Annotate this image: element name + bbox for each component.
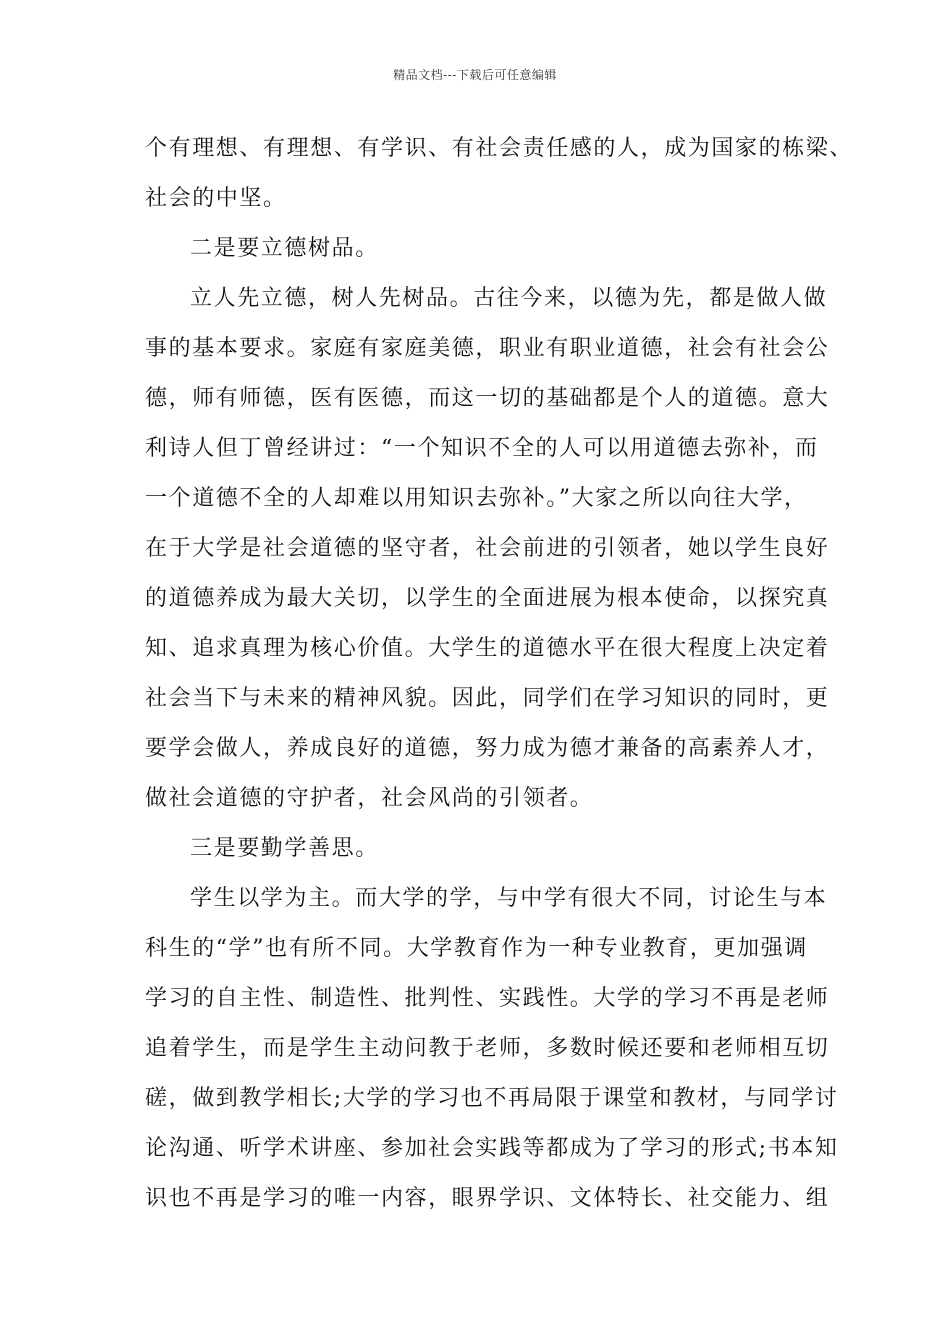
text-line: 识也不再是学习的唯一内容，眼界学识、文体特长、社交能力、组 <box>145 1186 830 1211</box>
paragraph <box>145 124 854 224</box>
text-line: 立人先立德，树人先树品。古往今来，以德为先，都是做人做 <box>190 286 828 311</box>
text-line: 要学会做人，养成良好的道德，努力成为德才兼备的高素养人才， <box>145 736 830 761</box>
paragraph <box>145 274 830 824</box>
document-body <box>145 124 854 1224</box>
text-line: 事的基本要求。家庭有家庭美德，职业有职业道德，社会有社会公 <box>145 336 830 361</box>
text-line: 的道德养成为最大关切，以学生的全面进展为根本使命，以探究真 <box>145 586 830 611</box>
text-line: 磋，做到教学相长;大学的学习也不再局限于课堂和教材，与同学讨 <box>145 1086 839 1111</box>
text-line: 科生的“学”也有所不同。大学教育作为一种专业教育，更加强调 <box>145 936 808 961</box>
text-line: 利诗人但丁曾经讲过：“一个知识不全的人可以用道德去弥补，而 <box>145 436 819 461</box>
text-line: 追着学生，而是学生主动问教于老师，多数时候还要和老师相互切 <box>145 1036 830 1061</box>
text-line: 论沟通、听学术讲座、参加社会实践等都成为了学习的形式;书本知 <box>145 1136 839 1161</box>
text-line: 德，师有师德，医有医德，而这一切的基础都是个人的道德。意大 <box>145 386 830 411</box>
text-line: 一个道德不全的人却难以用知识去弥补。”大家之所以向往大学， <box>145 486 808 511</box>
section-heading <box>145 224 807 274</box>
text-line: 社会当下与未来的精神风貌。因此，同学们在学习知识的同时，更 <box>145 686 830 711</box>
text-line: 知、追求真理为核心价值。大学生的道德水平在很大程度上决定着 <box>145 636 830 661</box>
page-header: 精品文档---下载后可任意编辑 <box>393 68 557 82</box>
text-line: 三是要勤学善思。 <box>190 836 379 861</box>
text-line: 社会的中坚。 <box>145 186 287 211</box>
text-line: 二是要立德树品。 <box>190 236 379 261</box>
text-line: 在于大学是社会道德的坚守者，社会前进的引领者，她以学生良好 <box>145 536 830 561</box>
text-line: 做社会道德的守护者，社会风尚的引领者。 <box>145 786 594 811</box>
text-line: 学生以学为主。而大学的学，与中学有很大不同，讨论生与本 <box>190 886 828 911</box>
text-line: 学习的自主性、制造性、批判性、实践性。大学的学习不再是老师 <box>145 986 830 1011</box>
paragraph <box>145 874 839 1224</box>
text-line: 个有理想、有理想、有学识、有社会责任感的人，成为国家的栋梁、 <box>145 136 854 161</box>
section-heading <box>145 824 807 874</box>
